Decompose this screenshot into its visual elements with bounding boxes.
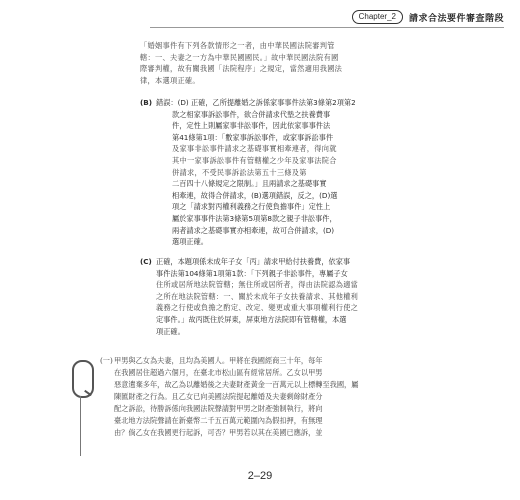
explanation-line: 兩者請求之基礎事實亦相牽連，故可合併請求，(D) [172,225,335,235]
quote-line: 際審判權，故有關我國「法院程序」之規定，當然適用我國法 [140,64,343,74]
explanation-line: 正確，本題項係未成年子女「丙」請求甲給付扶養費，依家事 [156,257,351,266]
running-title: 請求合法要件審查階段 [408,13,504,24]
question-line: 臺北地方法院聲請在新臺幣二千五百萬元範圍內為假扣押，有無理 [114,416,323,425]
question-line: 惡意遺棄多年，故乙為以離婚後之夫妻財產黃金一百萬元以上標轉至我國，屬 [114,380,359,389]
quote-line: 「婚姻事件有下列各款情形之一者，由中華民國法院審判管 [140,41,335,50]
explanation-line: 錯誤：(D) 正確，乙所提離婚之訴係家事事件法第3條第2項第2 [156,98,356,107]
explanation-line: 其中一家事訴訟事件有管轄權之少年及家事法院合 [172,155,337,165]
explanation-line: 事件法第104條第1項第1款：「下列親子非訟事件，專屬子女 [156,268,348,278]
page-number: 2–29 [247,470,273,482]
explanation-line: 項正確。 [156,326,185,336]
option-c-explanation [140,256,460,337]
running-header [352,10,504,24]
explanation-line: 款之相家事訴訟事件，欲合併請求代墊之扶養費事 [172,109,331,119]
explanation-line: 屬於家事事件法第3條第5項第8款之親子非訟事件， [172,213,337,223]
option-marker-c: (C) [140,257,152,266]
explanation-line: 及家事非訟事件請求之基礎事實相牽連者，得向就 [172,144,337,154]
question-line: 在我國居住超過六個月，在臺北市松山區有經常居所。乙女以甲男 [114,368,323,377]
question-line: 由？倘乙女在我國更行起訴，可否？甲男若以其在美國已應訴，並 [114,428,323,437]
question-line: 配之訴訟，待勝訴係向我國法院聲請對甲男之財產強制執行，將向 [114,404,323,413]
quote-line: 轄：一、夫妻之一方為中華民國國民。」故中華民國法院有國 [140,52,339,62]
question-rule [80,396,81,456]
question-line: 陳匯財產之行為。且乙女已向美國法院提起離婚及夫妻剩餘財產分 [114,392,323,401]
explanation-line: 定事件。」故丙既住於屏東，屏東地方法院即有管轄權，本選 [156,314,347,324]
explanation-line: 之所在地法院管轄：一、關於未成年子女扶養請求、其他權利 [156,291,359,301]
explanation-line: 相牽連，故得合併請求，(B)選項錯誤，反之，(D)選 [172,190,338,200]
question-number: (一) [100,356,113,365]
exam-question [100,355,460,439]
explanation-line: 併請求，不受民事訴訟法第五十三條及第 [172,167,307,177]
explanation-line: 項之「請求對丙權利義務之行使負擔事件」定性上 [172,202,331,212]
quote-line: 律，本選項正確。 [140,75,200,85]
question-line: 甲男與乙女為夫妻，且均為美國人。甲將在我國經商三十年，每年 [114,356,323,365]
explanation-line: 第41條第1項：「數家事訴訟事件，或家事訴訟事件 [172,132,334,142]
explanation-line: 選項正確。 [172,237,208,247]
question-q-icon [72,360,94,398]
explanation-line: 二百四十八條規定之限制。」且兩請求之基礎事實 [172,179,327,189]
explanation-line: 住所或居所地法院管轄；無住所或居所者，得由法院認為適當 [156,280,359,290]
option-marker-b: (B) [140,98,153,107]
explanation-line: 義務之行使或負擔之酌定、改定、變更或重大事項權利行使之 [156,303,359,313]
chapter-badge: Chapter_2 [352,10,403,24]
header-rule [150,27,504,28]
quoted-statute [140,40,456,86]
option-b-explanation [140,97,460,248]
explanation-line: 件，定性上則屬家事非訟事件，因此依家事事件法 [172,121,331,131]
